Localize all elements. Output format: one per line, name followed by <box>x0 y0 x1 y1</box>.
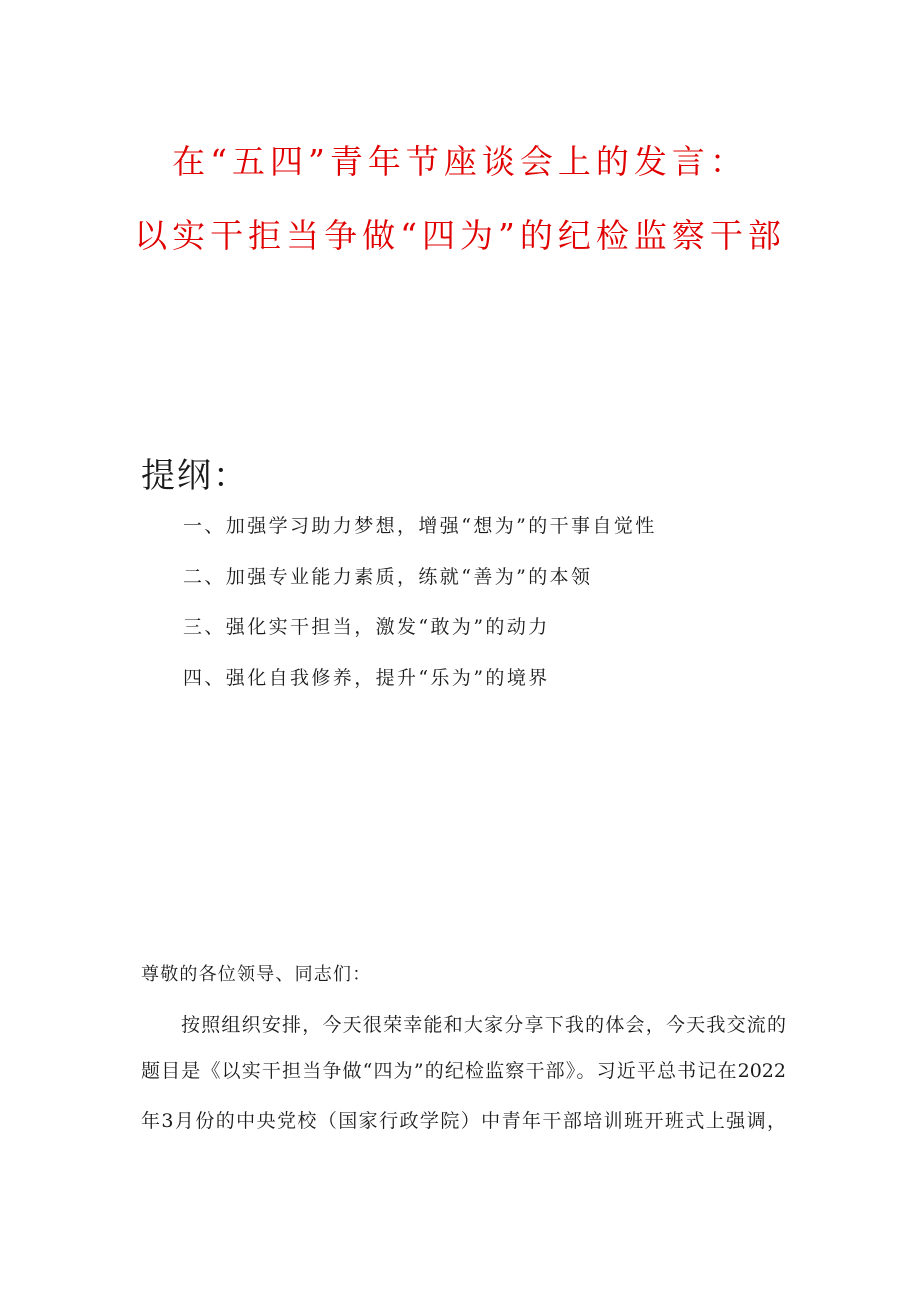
outline-item-4: 四、强化自我修养，提升“乐为”的境界 <box>183 667 550 689</box>
body-paragraph-line-3: 年3月份的中央党校（国家行政学院）中青年干部培训班开班式上强调， <box>141 1110 786 1132</box>
body-paragraph-line-2: 题目是《以实干担当争做“四为”的纪检监察干部》。习近平总书记在2022 <box>141 1060 786 1082</box>
body-paragraph-line-1: 按照组织安排，今天很荣幸能和大家分享下我的体会，今天我交流的 <box>181 1014 786 1036</box>
document-title-line-2: 以实干拒当争做“四为”的纪检监察干部 <box>134 216 786 255</box>
outline-heading: 提纲： <box>141 456 249 496</box>
document-title-line-1: 在“五四”青年节座谈会上的发言： <box>172 142 748 181</box>
outline-item-3: 三、强化实干担当，激发“敢为”的动力 <box>183 616 550 638</box>
outline-item-1: 一、加强学习助力梦想，增强“想为”的干事自觉性 <box>183 515 657 537</box>
outline-item-2: 二、加强专业能力素质，练就“善为”的本领 <box>183 566 593 588</box>
salutation: 尊敬的各位领导、同志们： <box>141 964 372 985</box>
